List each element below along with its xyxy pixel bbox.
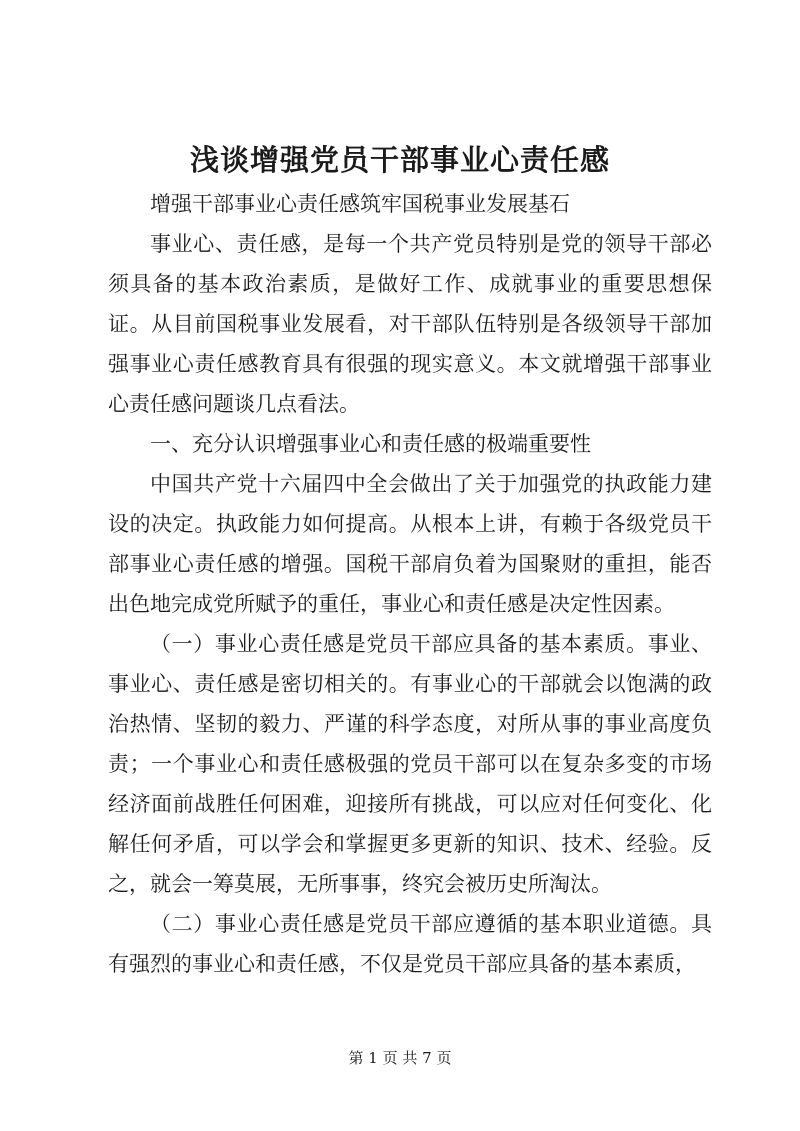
body-paragraph: 中国共产党十六届四中全会做出了关于加强党的执政能力建设的决定。执政能力如何提高。从根本上讲，有赖于各级党员干部事业心责任感的增强。国税干部肩负着为国聚财的重担，能否出色地完成党所赋予的重任，事业心和责任感是决定性因素。 bbox=[108, 472, 712, 616]
page-number-footer: 第 1 页 共 7 页 bbox=[348, 1049, 452, 1067]
intro-paragraph: 事业心、责任感，是每一个共产党员特别是党的领导干部必须具备的基本政治素质，是做好工作、成就事业的重要思想保证。从目前国税事业发展看，对干部队伍特别是各级领导干部加强事业心责任感教育具有很强的现实意义。本文就增强干部事业心责任感问题谈几点看法。 bbox=[108, 232, 712, 416]
document-body bbox=[108, 184, 712, 984]
subtitle-paragraph: 增强干部事业心责任感筑牢国税事业发展基石 bbox=[150, 192, 570, 216]
section-heading: 一、充分认识增强事业心和责任感的极端重要性 bbox=[150, 432, 591, 456]
body-paragraph: （一）事业心责任感是党员干部应具备的基本素质。事业、事业心、责任感是密切相关的。有事业心的干部就会以饱满的政治热情、坚韧的毅力、严谨的科学态度，对所从事的事业高度负责；一个事业心和责任感极强的党员干部可以在复杂多变的市场经济面前战胜任何困难，迎接所有挑战，可以应对任何变化、化解任何矛盾，可以学会和掌握更多更新的知识、技术、经验。反之，就会一筹莫展，无所事事，终究会被历史所淘汰。 bbox=[108, 632, 712, 896]
document-title: 浅谈增强党员干部事业心责任感 bbox=[189, 143, 610, 177]
body-paragraph: （二）事业心责任感是党员干部应遵循的基本职业道德。具有强烈的事业心和责任感，不仅是党员干部应具备的基本素质， bbox=[108, 912, 712, 976]
